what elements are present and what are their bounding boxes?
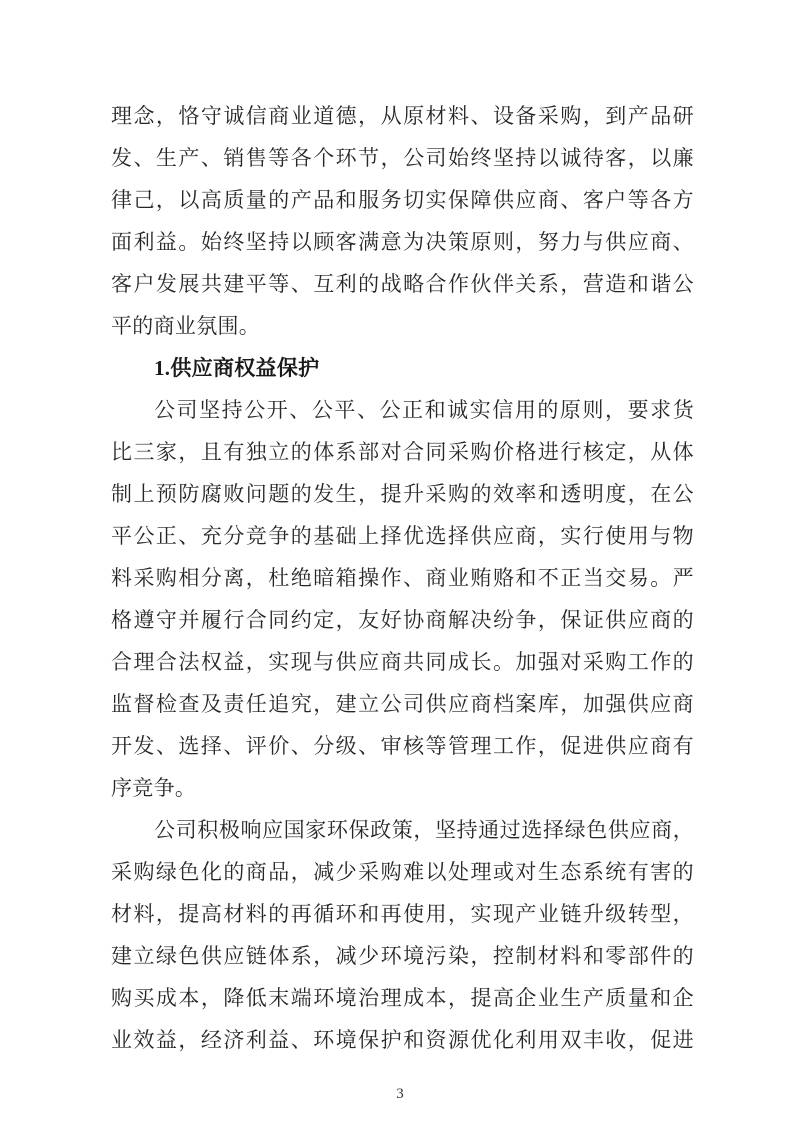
text-line: 开发、选择、评价、分级、审核等管理工作，促进供应商有 <box>111 734 694 758</box>
text-line: 料采购相分离，杜绝暗箱操作、商业贿赂和不正当交易。严 <box>111 566 694 590</box>
text-line: 比三家，且有独立的体系部对合同采购价格进行核定，从体 <box>111 440 694 464</box>
text-line: 平公正、充分竞争的基础上择优选择供应商，实行使用与物 <box>111 524 694 548</box>
text-line: 材料，提高材料的再循环和再使用，实现产业链升级转型， <box>111 902 694 926</box>
document-body <box>111 95 694 1061</box>
text-line: 发、生产、销售等各个环节，公司始终坚持以诚待客，以廉 <box>111 146 694 170</box>
text-line: 采购绿色化的商品，减少采购难以处理或对生态系统有害的 <box>111 860 694 884</box>
page-number: 3 <box>396 1086 404 1102</box>
text-line: 客户发展共建平等、互利的战略合作伙伴关系，营造和谐公 <box>111 272 694 296</box>
text-line: 监督检查及责任追究，建立公司供应商档案库，加强供应商 <box>111 692 694 716</box>
text-line: 合理合法权益，实现与供应商共同成长。加强对采购工作的 <box>111 650 694 674</box>
text-line: 公司坚持公开、公平、公正和诚实信用的原则，要求货 <box>154 398 694 422</box>
text-line: 公司积极响应国家环保政策，坚持通过选择绿色供应商， <box>154 818 694 842</box>
text-line: 序竞争。 <box>111 776 197 800</box>
text-line: 业效益，经济利益、环境保护和资源优化利用双丰收，促进 <box>111 1028 694 1052</box>
text-line: 理念，恪守诚信商业道德，从原材料、设备采购，到产品研 <box>111 104 694 128</box>
text-line: 购买成本，降低末端环境治理成本，提高企业生产质量和企 <box>111 986 694 1010</box>
text-line: 建立绿色供应链体系，减少环境污染，控制材料和零部件的 <box>111 944 694 968</box>
text-line: 律己，以高质量的产品和服务切实保障供应商、客户等各方 <box>111 188 694 212</box>
text-line: 格遵守并履行合同约定，友好协商解决纷争，保证供应商的 <box>111 608 694 632</box>
section-heading: 1.供应商权益保护 <box>154 356 320 380</box>
text-line: 制上预防腐败问题的发生，提升采购的效率和透明度，在公 <box>111 482 694 506</box>
text-line: 平的商业氛围。 <box>111 314 261 338</box>
text-line: 面利益。始终坚持以顾客满意为决策原则，努力与供应商、 <box>111 230 694 254</box>
